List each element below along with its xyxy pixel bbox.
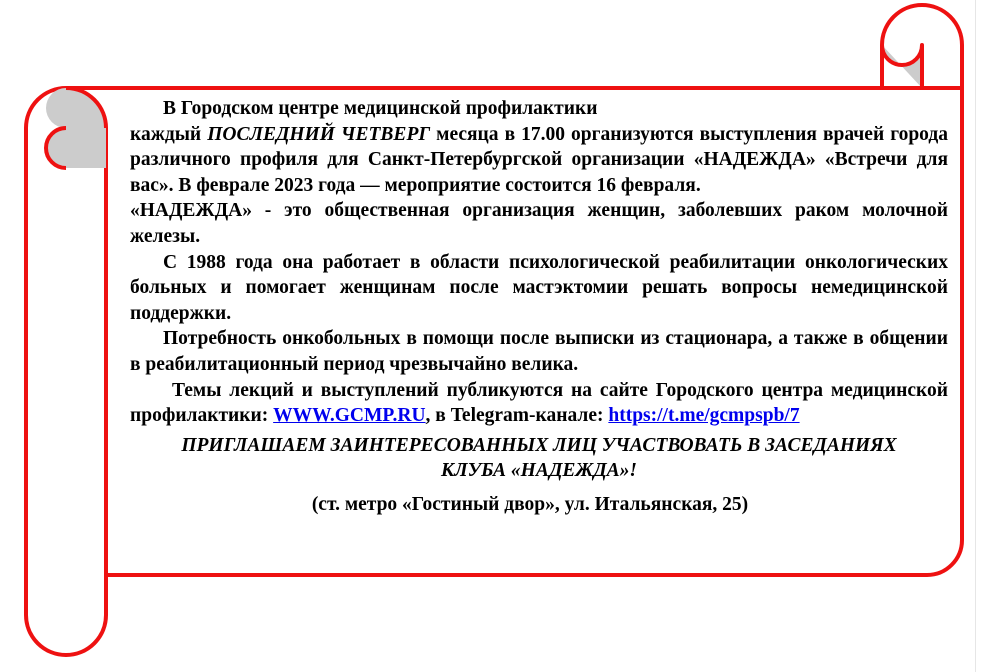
paragraph-links: Темы лекций и выступлений публикуются на сайте Городского центра медицинской профилактики: WWW.GCMP.RU, в Telegram-канале: https://t.me/gcmpspb/7 bbox=[130, 379, 948, 427]
paragraph-org-description: «НАДЕЖДА» - это общественная организация женщин, заболевших раком молочной железы. bbox=[130, 200, 948, 247]
invitation-heading: ПРИГЛАШАЕМ ЗАИНТЕРЕСОВАННЫХ ЛИЦ УЧАСТВОВАТЬ В ЗАСЕДАНИЯХ КЛУБА «НАДЕЖДА»! bbox=[181, 434, 897, 482]
page-edge-line bbox=[975, 0, 976, 672]
paragraph-schedule: каждый ПОСЛЕДНИЙ ЧЕТВЕРГ месяца в 17.00 организуются выступления врачей города различного профиля для Санкт-Петербургской организации «НАДЕЖДА» «Встречи для вас». В феврале 2023 года — мероприятие состоится 16 февраля. bbox=[130, 123, 948, 196]
top-right-curl-inner bbox=[882, 45, 922, 88]
left-roll bbox=[26, 88, 106, 655]
website-link[interactable]: WWW.GCMP.RU bbox=[273, 405, 426, 427]
telegram-link[interactable]: https://t.me/gcmpspb/7 bbox=[608, 405, 800, 427]
last-thursday-emphasis: ПОСЛЕДНИЙ ЧЕТВЕРГ bbox=[207, 123, 431, 145]
announcement-text bbox=[130, 96, 948, 518]
paragraph-history: С 1988 года она работает в области психологической реабилитации онкологических больных и помогает женщинам после мастэктомии решать вопросы немедицинской поддержки. bbox=[130, 251, 948, 324]
paragraph-need: Потребность онкобольных в помощи после выписки из стационара, а также в общении в реабилитационный период чрезвычайно велика. bbox=[130, 328, 948, 375]
address-line: (ст. метро «Гостиный двор», ул. Итальянская, 25) bbox=[311, 493, 749, 515]
paragraph-venue: В Городском центре медицинской профилактики bbox=[163, 98, 598, 119]
